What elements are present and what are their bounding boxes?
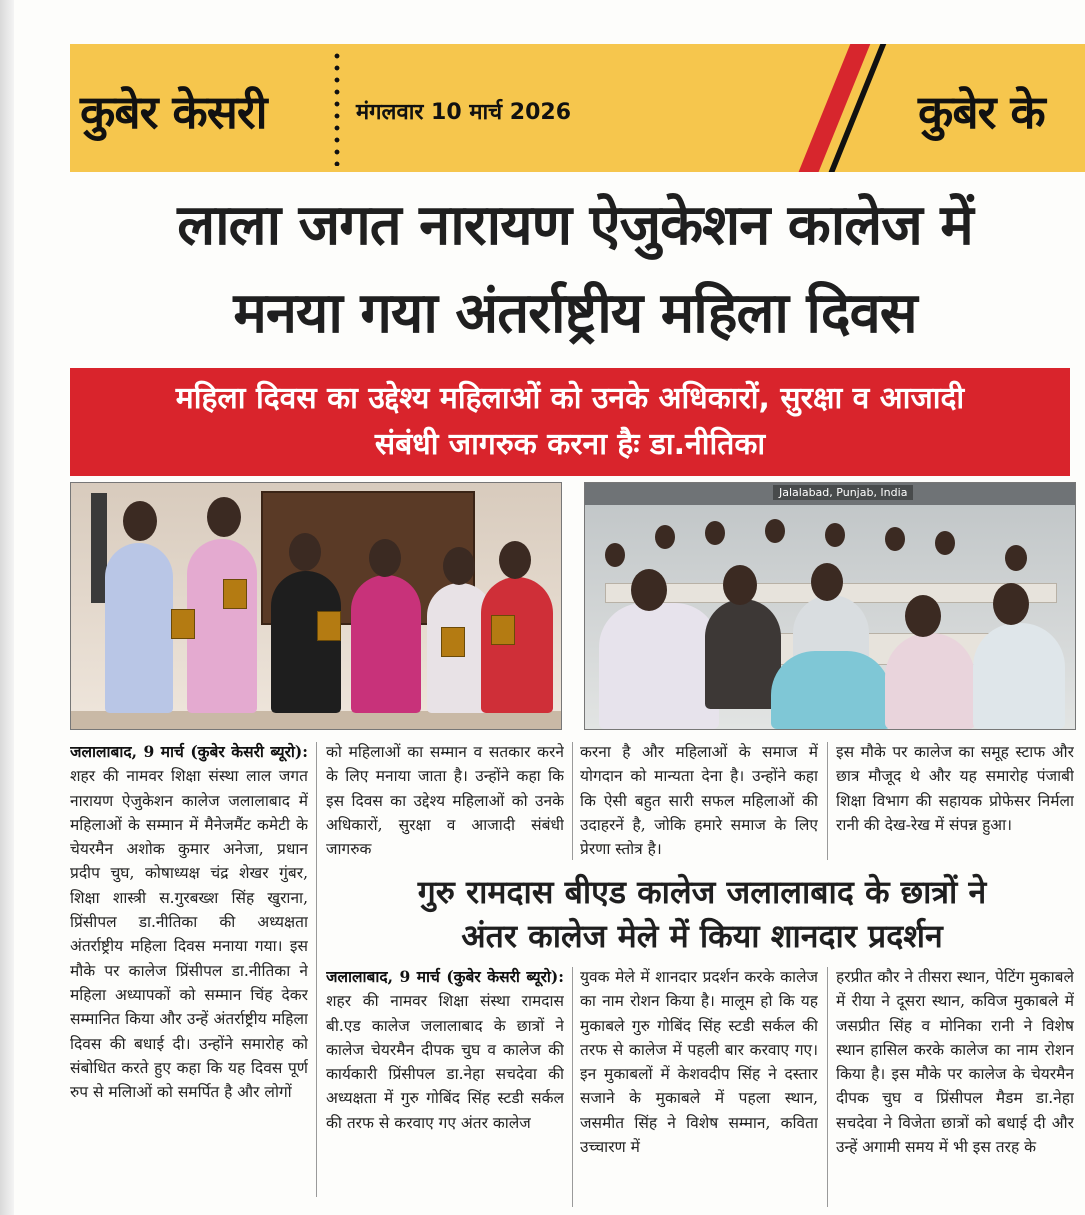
floor-strip: [71, 711, 561, 729]
column-rule: [572, 967, 573, 1207]
person-head: [1005, 545, 1027, 571]
dotted-divider: [334, 50, 340, 166]
masthead: [70, 44, 1085, 172]
article1-column-1-text: शहर की नामवर शिक्षा संस्था लाल जगत नारायण ऐजुकेशन कालेज जलालाबाद में महिलाओं के सम्मान में मैनेजमैंट कमेटी के चेयरमैन अशोक कुमार अनेजा, प्रधान प्रदीप चुघ, कोषाध्यक्ष चंद्र शेखर गुंबर, शिक्षा शास्त्री स.गुरबख्श सिंह खुराना, प्रिंसीपल डा.नीतिका की अध्यक्षता अंतर्राष्ट्रीय महिला दिवस मनाया गया। इस मौके पर कालेज प्रिंसीपल डा.नीतिका ने महिला अध्यापकों को सम्मान चिंह देकर सम्मानित किया और उन्हें अंतर्राष्ट्रीय महिला दिवस की बधाई दी। उन्होंने समारोह को संबोधित करते हुए कहा कि यह दिवस पूर्ण रुप से मलिाओं को समर्पित है और लोगों: [70, 767, 308, 1102]
person-figure: [351, 575, 421, 713]
person-head: [123, 501, 157, 541]
person-head: [289, 533, 321, 571]
newspaper-brand-repeat: कुबेर के: [918, 85, 1045, 139]
person-head: [605, 543, 625, 567]
article2-headline-line-1: गुरु रामदास बीएड कालेज जलालाबाद के छात्रों ने: [417, 873, 987, 911]
article1-dateline: जलालाबाद, 9 मार्च (कुबेर केसरी ब्यूरो):: [70, 742, 308, 761]
person-head: [655, 525, 675, 549]
person-head: [993, 583, 1029, 625]
person-figure: [105, 543, 173, 713]
person-figure: [187, 539, 257, 713]
photo-women-teachers: [70, 482, 562, 730]
person-head: [765, 519, 785, 543]
person-figure: [271, 571, 341, 713]
main-headline: [70, 182, 1080, 358]
article1-column-4: इस मौके पर कालेज का समूह स्टाफ और छात्र मौजूद थे और यह समारोह पंजाबी शिक्षा विभाग की सहायक प्रोफेसर निर्मला रानी की देख-रेख में संपन्न हुआ।: [836, 743, 1074, 834]
student-figure: [885, 633, 975, 729]
person-head: [443, 547, 475, 585]
person-figure: [481, 577, 553, 713]
article2-column-1: [326, 965, 564, 1195]
book-icon: [491, 615, 515, 645]
article2-headline: [322, 870, 1082, 958]
issue-date: मंगलवार 10 मार्च 2026: [356, 100, 572, 125]
person-head: [935, 531, 955, 555]
article1-column-3: करना है और महिलाओं के समाज में योगदान को मान्यता देना है। उन्होंने कहा कि ऐसी बहुत सारी सफल महिलाओं की उदाहरनें है, जोकि हमारे समाज के लिए प्रेरणा स्तोत्र है।: [580, 743, 818, 859]
person-head: [723, 565, 757, 605]
newspaper-brand: कुबेर केसरी: [80, 85, 267, 139]
article2-column-3: हरप्रीत कौर ने तीसरा स्थान, पेटिंग मुकाबले में रीया ने दूसरा स्थान, कविज मुकाबले में जसप्रीत सिंह व मोनिका रानी ने विशेष स्थान हासिल करके कालेज का नाम रोशन किया है। इस मौके पर कालेज के चेयरमैन दीपक चुघ व प्रिंसीपल मैडम डा.नेहा सचदेवा ने विजेता छात्रों को बधाई दी और उन्हें अगामी समय में भी इस तरह के: [836, 968, 1074, 1157]
person-head: [885, 527, 905, 551]
student-figure: [973, 623, 1065, 729]
article2-column-2: युवक मेले में शानदार प्रदर्शन करके कालेज का नाम रोशन किया है। मालूम हो कि यह मुकाबले गुरु गोबिंद सिंह स्टडी सर्कल की तरफ से कालेज में पहली बार करवाए गए। इन मुकाबलों में केशवदीप सिंह ने दस्तार सजाने के मुकाबले में पहला स्थान, जसमीत सिंह ने विशेष सम्मान, कविता उच्चारण में: [580, 968, 818, 1157]
red-stripe-decoration: [790, 44, 875, 172]
book-icon: [223, 579, 247, 609]
article2-column-1-text: शहर की नामवर शिक्षा संस्था रामदास बी.एड कालेज जलालाबाद के छात्रों ने कालेज चेयरमैन दीपक चुघ व कालेज की कार्यकारी प्रिंसीपल डा.नेहा सचदेवा की अध्यक्षता में गुरु गोबिंद सिंह स्टडी सर्कल की तरफ से करवाए गए अंतर कालेज: [326, 992, 564, 1132]
person-head: [811, 563, 843, 601]
geo-location-stamp: Jalalabad, Punjab, India: [773, 485, 913, 500]
column-rule: [572, 742, 573, 860]
headline-line-1: लाला जगत नारायण ऐजुकेशन कालेज में: [177, 193, 973, 258]
red-subheadline-banner: [70, 368, 1070, 476]
book-icon: [441, 627, 465, 657]
person-head: [705, 521, 725, 545]
person-head: [905, 595, 941, 637]
book-icon: [317, 611, 341, 641]
photo-classroom: [584, 482, 1076, 730]
subheadline-line-1: महिला दिवस का उद्देश्य महिलाओं को उनके अधिकारों, सुरक्षा व आजादी: [175, 381, 965, 416]
headline-line-2: मनया गया अंतर्राष्ट्रीय महिला दिवस: [233, 281, 917, 346]
article2-headline-line-2: अंतर कालेज मेले में किया शानदार प्रदर्शन: [461, 917, 943, 955]
page-edge-shadow: [0, 0, 14, 1215]
person-head: [499, 541, 531, 579]
book-icon: [171, 609, 195, 639]
student-figure: [599, 603, 719, 729]
article1-column-2: को महिलाओं का सम्मान व सतकार करने के लिए मनाया जाता है। उन्होंने कहा कि इस दिवस का उद्देश्य महिलाओं को उनके अधिकारों, सुरक्षा व आजादी संबंधी जागरुक: [326, 743, 564, 859]
subheadline-line-2: संबंधी जागरुक करना हैः डा.नीतिका: [374, 427, 766, 462]
person-head: [369, 539, 401, 577]
article1-column-1: [70, 740, 308, 1195]
person-head: [825, 523, 845, 547]
column-rule: [827, 742, 828, 860]
column-rule: [316, 742, 317, 1197]
blue-bag: [771, 651, 891, 729]
column-rule: [827, 967, 828, 1207]
person-head: [631, 569, 667, 611]
student-figure: [705, 599, 781, 709]
article2-dateline: जलालाबाद, 9 मार्च (कुबेर केसरी ब्यूरो):: [326, 967, 564, 986]
person-head: [207, 497, 241, 537]
